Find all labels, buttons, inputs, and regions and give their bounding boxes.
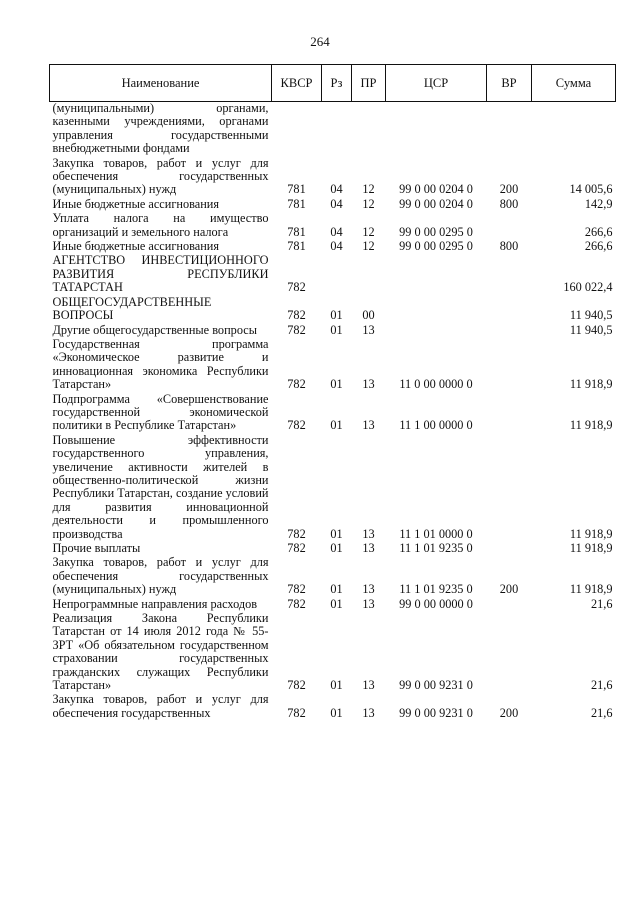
table-row bbox=[50, 434, 616, 542]
row-vr bbox=[487, 612, 532, 693]
row-vr: 200 bbox=[499, 582, 519, 597]
row-csr: 11 1 01 9235 0 bbox=[399, 541, 473, 555]
row-csr: 99 0 00 0204 0 bbox=[399, 196, 473, 211]
row-vr: 200 bbox=[499, 705, 519, 720]
row-pr: 13 bbox=[362, 541, 375, 555]
row-name: Закупка товаров, работ и услуг для обеспечения государственных (муниципальных) нужд bbox=[52, 555, 269, 597]
row-sum: 11 940,5 bbox=[569, 322, 613, 337]
row-name: Другие общегосударственные вопросы bbox=[52, 322, 257, 337]
row-vr: 200 bbox=[499, 182, 519, 197]
row-csr bbox=[386, 324, 487, 338]
table-row bbox=[50, 598, 616, 612]
row-rz: 04 bbox=[330, 224, 343, 239]
row-sum: 11 918,9 bbox=[569, 541, 613, 555]
table-row bbox=[50, 240, 616, 254]
header-rz: Рз bbox=[322, 65, 352, 102]
row-rz: 01 bbox=[330, 322, 343, 337]
row-sum: 21,6 bbox=[590, 596, 613, 611]
header-vr: ВР bbox=[487, 65, 532, 102]
row-kvsr: 782 bbox=[287, 418, 306, 433]
row-pr: 12 bbox=[362, 182, 375, 197]
row-sum: 11 918,9 bbox=[569, 377, 613, 392]
row-sum: 21,6 bbox=[590, 705, 613, 720]
row-kvsr: 781 bbox=[287, 196, 306, 211]
row-kvsr: 782 bbox=[287, 678, 306, 693]
table-row bbox=[50, 212, 616, 240]
row-vr bbox=[487, 296, 532, 324]
header-csr: ЦСР bbox=[386, 65, 487, 102]
row-kvsr bbox=[272, 102, 322, 157]
header-kvsr: КВСР bbox=[272, 65, 322, 102]
row-kvsr: 782 bbox=[287, 280, 306, 295]
table-row bbox=[50, 612, 616, 693]
row-vr bbox=[487, 338, 532, 393]
row-pr: 13 bbox=[362, 582, 375, 597]
row-pr: 13 bbox=[362, 596, 375, 611]
row-kvsr: 781 bbox=[287, 239, 306, 254]
row-pr: 13 bbox=[362, 322, 375, 337]
row-name: Закупка товаров, работ и услуг для обеспечения государственных bbox=[52, 692, 269, 720]
row-pr: 12 bbox=[362, 239, 375, 254]
row-pr: 13 bbox=[362, 526, 375, 541]
table-header-row bbox=[50, 65, 616, 102]
row-csr: 11 1 01 9235 0 bbox=[399, 582, 473, 597]
table-row bbox=[50, 338, 616, 393]
table-row bbox=[50, 393, 616, 434]
row-vr bbox=[487, 542, 532, 556]
page-number: 264 bbox=[310, 34, 330, 49]
row-sum: 11 940,5 bbox=[569, 308, 613, 323]
row-rz: 04 bbox=[330, 239, 343, 254]
row-sum: 21,6 bbox=[590, 678, 613, 693]
row-sum: 160 022,4 bbox=[563, 280, 613, 295]
row-name: (муниципальными) органами, казенными учреждениями, органами управления государственными внебюджетными фондами bbox=[52, 101, 269, 156]
row-sum: 14 005,6 bbox=[569, 182, 613, 197]
header-pr: ПР bbox=[352, 65, 386, 102]
row-pr: 13 bbox=[362, 418, 375, 433]
row-rz: 01 bbox=[330, 418, 343, 433]
row-rz: 01 bbox=[330, 582, 343, 597]
row-name: Реализация Закона Республики Татарстан от 14 июля 2012 года № 55-ЗРТ «Об обязательном государственном страховании государственных гражданских служащих Республики Татарстан» bbox=[52, 611, 269, 693]
row-rz: 04 bbox=[330, 196, 343, 211]
row-name: Иные бюджетные ассигнования bbox=[52, 196, 220, 211]
row-rz: 01 bbox=[330, 678, 343, 693]
row-csr bbox=[386, 102, 487, 157]
row-name: Прочие выплаты bbox=[52, 541, 141, 555]
row-sum: 266,6 bbox=[584, 239, 613, 254]
row-rz: 01 bbox=[330, 541, 343, 555]
row-kvsr: 781 bbox=[287, 182, 306, 197]
row-sum: 11 918,9 bbox=[569, 418, 613, 433]
row-sum: 266,6 bbox=[584, 224, 613, 239]
row-csr: 11 1 01 0000 0 bbox=[399, 526, 473, 541]
row-name: Повышение эффективности государственного управления, увеличение активности жителей в общественно-политической жизни Республики Татарстан, создание условий для развития инновационной деятельности и промышленного производства bbox=[52, 432, 269, 541]
row-name: Уплата налога на имущество организаций и земельного налога bbox=[52, 211, 269, 239]
table-row bbox=[50, 198, 616, 212]
row-csr: 11 1 00 0000 0 bbox=[399, 418, 473, 433]
table-row bbox=[50, 542, 616, 556]
row-pr bbox=[352, 254, 386, 295]
row-csr: 99 0 00 9231 0 bbox=[399, 678, 473, 693]
row-kvsr: 782 bbox=[287, 526, 306, 541]
header-name: Наименование bbox=[50, 65, 272, 102]
row-vr bbox=[487, 434, 532, 542]
row-kvsr: 782 bbox=[287, 322, 306, 337]
row-name: Непрограммные направления расходов bbox=[52, 596, 258, 611]
table-row bbox=[50, 102, 616, 157]
row-name: АГЕНТСТВО ИНВЕСТИЦИОННОГО РАЗВИТИЯ РЕСПУБЛИКИ ТАТАРСТАН bbox=[52, 253, 269, 295]
row-vr: 800 bbox=[499, 196, 519, 211]
row-vr bbox=[487, 393, 532, 434]
row-sum: 11 918,9 bbox=[569, 582, 613, 597]
row-rz: 01 bbox=[330, 705, 343, 720]
row-rz: 01 bbox=[330, 596, 343, 611]
row-pr: 13 bbox=[362, 678, 375, 693]
budget-table bbox=[49, 64, 616, 721]
row-csr: 99 0 00 0295 0 bbox=[399, 239, 473, 254]
table-row bbox=[50, 254, 616, 295]
table-row bbox=[50, 157, 616, 198]
table-row bbox=[50, 324, 616, 338]
row-kvsr: 782 bbox=[287, 308, 306, 323]
row-vr bbox=[487, 212, 532, 240]
row-name: Иные бюджетные ассигнования bbox=[52, 239, 220, 254]
row-name: ОБЩЕГОСУДАРСТВЕННЫЕ ВОПРОСЫ bbox=[52, 294, 212, 323]
row-name: Государственная программа «Экономическое развитие и инновационная экономика Республики Татарстан» bbox=[52, 336, 269, 392]
table-row bbox=[50, 556, 616, 597]
row-rz bbox=[322, 254, 352, 295]
row-pr: 12 bbox=[362, 196, 375, 211]
table-row bbox=[50, 693, 616, 721]
header-sum: Сумма bbox=[532, 65, 616, 102]
row-sum: 142,9 bbox=[584, 196, 613, 211]
row-kvsr: 782 bbox=[287, 377, 306, 392]
row-sum: 11 918,9 bbox=[569, 526, 613, 541]
table-row bbox=[50, 296, 616, 324]
row-pr: 00 bbox=[362, 308, 375, 323]
row-rz: 01 bbox=[330, 377, 343, 392]
row-csr bbox=[386, 296, 487, 324]
row-rz: 01 bbox=[330, 526, 343, 541]
row-csr: 99 0 00 0000 0 bbox=[399, 596, 473, 611]
row-name: Закупка товаров, работ и услуг для обеспечения государственных (муниципальных) нужд bbox=[52, 155, 269, 197]
row-csr bbox=[386, 254, 487, 295]
row-pr: 13 bbox=[362, 377, 375, 392]
row-vr bbox=[487, 598, 532, 612]
row-pr: 12 bbox=[362, 224, 375, 239]
row-pr bbox=[352, 102, 386, 157]
row-rz: 04 bbox=[330, 182, 343, 197]
row-vr: 800 bbox=[499, 239, 519, 254]
row-rz bbox=[322, 102, 352, 157]
row-csr: 11 0 00 0000 0 bbox=[399, 377, 473, 392]
row-kvsr: 782 bbox=[287, 582, 306, 597]
row-csr: 99 0 00 0295 0 bbox=[399, 224, 473, 239]
row-vr bbox=[487, 102, 532, 157]
row-rz: 01 bbox=[330, 308, 343, 323]
row-csr: 99 0 00 0204 0 bbox=[399, 182, 473, 197]
row-vr bbox=[487, 254, 532, 295]
row-pr: 13 bbox=[362, 705, 375, 720]
table-body bbox=[50, 102, 616, 722]
row-sum bbox=[532, 102, 616, 157]
row-kvsr: 782 bbox=[287, 596, 306, 611]
row-csr: 99 0 00 9231 0 bbox=[399, 705, 473, 720]
row-kvsr: 782 bbox=[287, 705, 306, 720]
row-name: Подпрограмма «Совершенствование государственной экономической политики в Республике Татарстан» bbox=[52, 391, 269, 433]
row-vr bbox=[487, 324, 532, 338]
row-kvsr: 781 bbox=[287, 224, 306, 239]
row-kvsr: 782 bbox=[287, 541, 306, 555]
